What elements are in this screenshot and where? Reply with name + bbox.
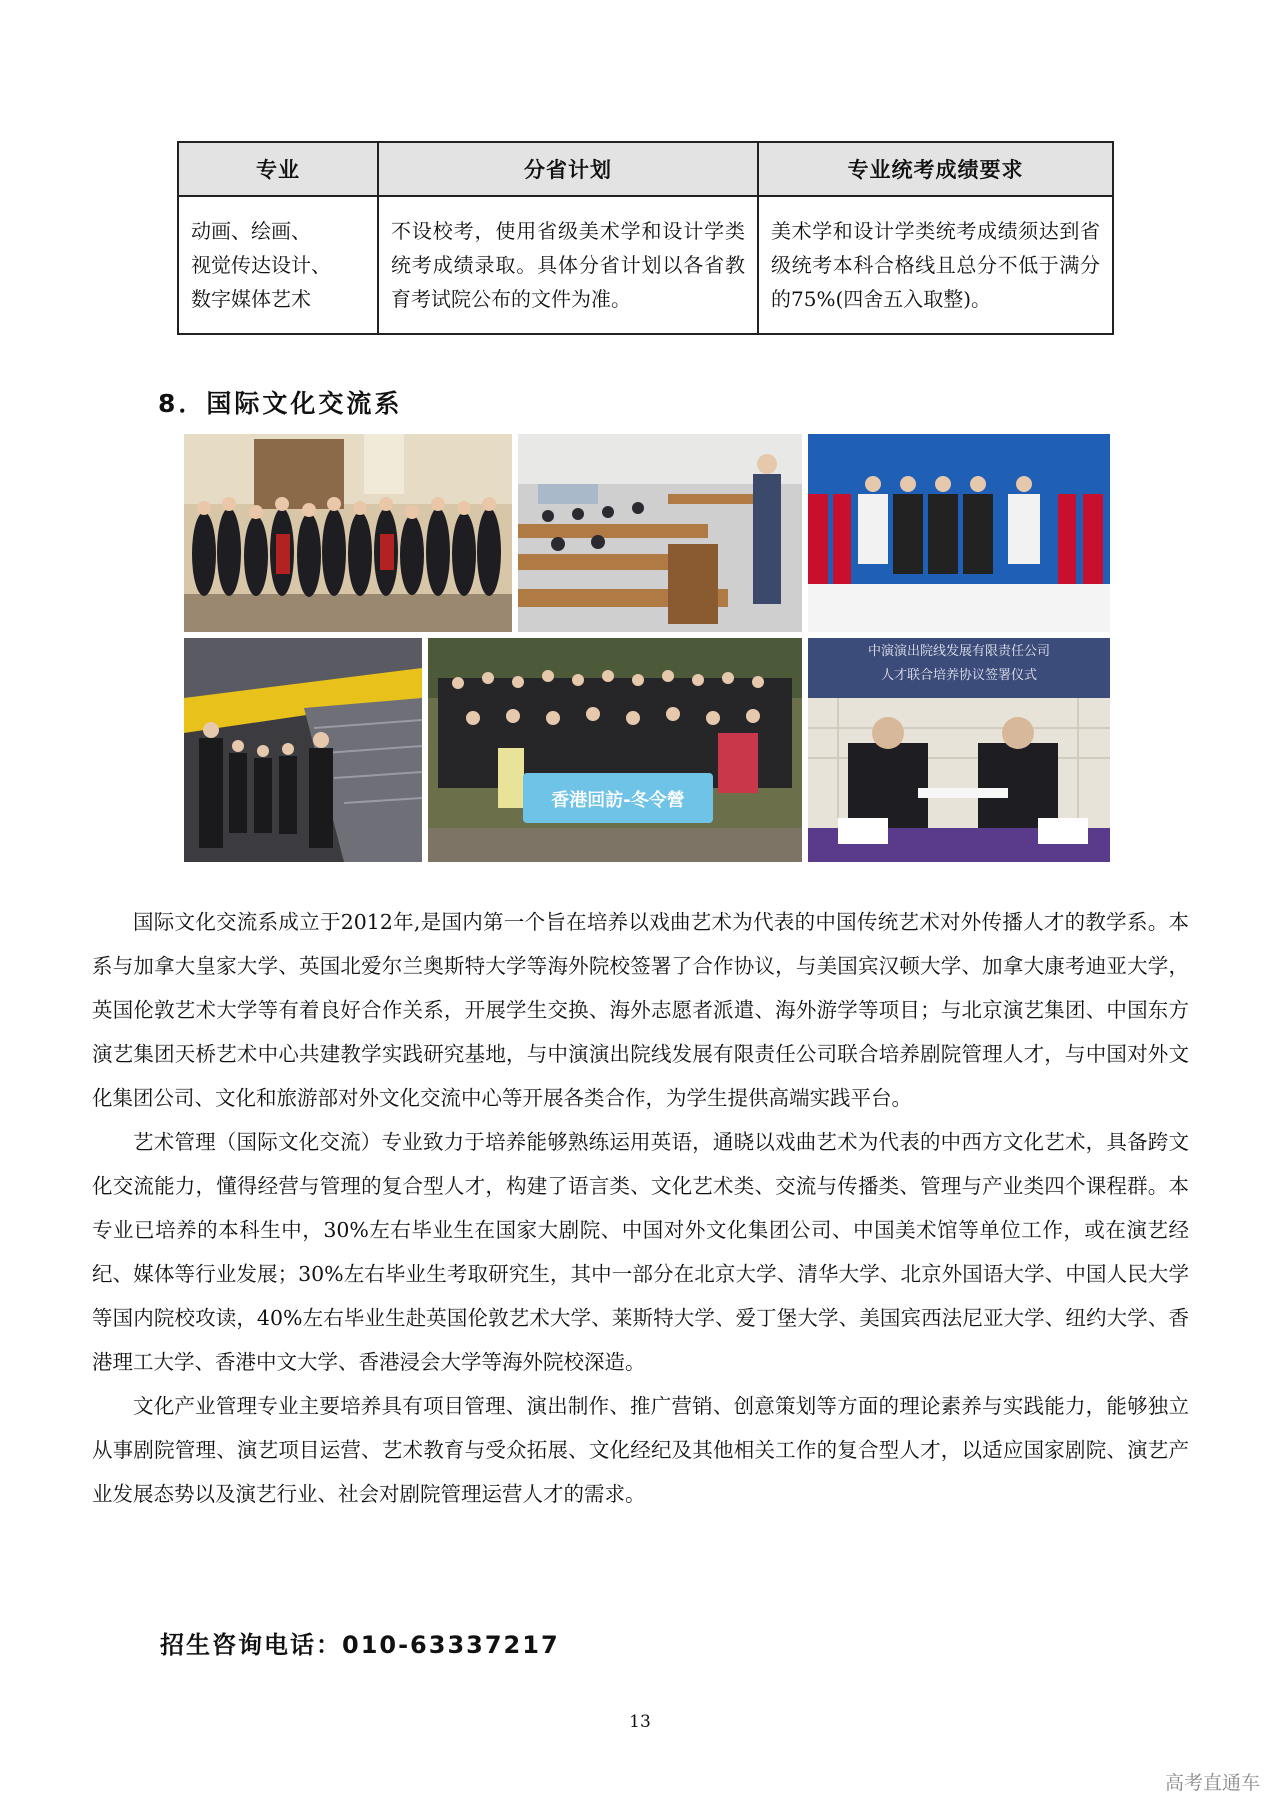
cell-plan: 不设校考，使用省级美术学和设计学类统考成绩录取。具体分省计划以各省教育考试院公布的文件为准。 [378, 196, 758, 334]
contact-phone: 招生咨询电话：010-63337217 [160, 1631, 560, 1659]
section-heading: 8．国际文化交流系 [158, 389, 403, 418]
photo-signing [808, 638, 1110, 862]
photo-ceremony [808, 434, 1110, 632]
requirements-table [177, 141, 1114, 335]
major-line: 视觉传达设计、 [191, 253, 331, 277]
header-requirement: 专业统考成绩要求 [758, 142, 1113, 196]
header-plan: 分省计划 [378, 142, 758, 196]
page-number: 13 [629, 1712, 651, 1732]
photo-arena [184, 638, 422, 862]
paragraph-arts-management: 艺术管理（国际文化交流）专业致力于培养能够熟练运用英语，通晓以戏曲艺术为代表的中西方文化艺术，具备跨文化交流能力，懂得经营与管理的复合型人才，构建了语言类、文化艺术类、交流与传播类、管理与产业类四个课程群。本专业已培养的本科生中，30%左右毕业生在国家大剧院、中国对外文化集团公司、中国美术馆等单位工作，或在演艺经纪、媒体等行业发展；30%左右毕业生考取研究生，其中一部分在北京大学、清华大学、北京外国语大学、中国人民大学等国内院校攻读，40%左右毕业生赴英国伦敦艺术大学、莱斯特大学、爱丁堡大学、美国宾西法尼亚大学、纽约大学、香港理工大学、香港中文大学、香港浸会大学等海外院校深造。 [92, 1130, 1189, 1374]
table-header-row [178, 142, 1113, 196]
header-major: 专业 [178, 142, 378, 196]
signing-caption-line2: 人才联合培养协议签署仪式 [880, 668, 1037, 683]
photo-banner-group [428, 638, 802, 862]
paragraph-cultural-industry: 文化产业管理专业主要培养具有项目管理、演出制作、推广营销、创意策划等方面的理论素养与实践能力，能够独立从事剧院管理、演艺项目运营、艺术教育与受众拓展、文化经纪及其他相关工作的复合型人才，以适应国家剧院、演艺产业发展态势以及演艺行业、社会对剧院管理运营人才的需求。 [92, 1394, 1189, 1506]
photo-group-hall [184, 434, 512, 632]
major-line: 数字媒体艺术 [191, 287, 311, 311]
signing-caption-line1: 中演演出院线发展有限责任公司 [867, 644, 1050, 659]
cell-majors [178, 196, 378, 334]
cell-requirement: 美术学和设计学类统考成绩须达到省级统考本科合格线且总分不低于满分的75%(四舍五入取整)。 [758, 196, 1113, 334]
banner-text: 香港回訪-冬令營 [551, 790, 685, 811]
table-row [178, 196, 1113, 334]
watermark: 高考直通车 [1164, 1772, 1260, 1794]
body-text [92, 900, 1189, 1516]
paragraph-intro: 国际文化交流系成立于2012年,是国内第一个旨在培养以戏曲艺术为代表的中国传统艺术对外传播人才的教学系。本系与加拿大皇家大学、英国北爱尔兰奥斯特大学等海外院校签署了合作协议，与美国宾汉顿大学、加拿大康考迪亚大学，英国伦敦艺术大学等有着良好合作关系，开展学生交换、海外志愿者派遣、海外游学等项目；与北京演艺集团、中国东方演艺集团天桥艺术中心共建教学实践研究基地，与中演演出院线发展有限责任公司联合培养剧院管理人才，与中国对外文化集团公司、文化和旅游部对外文化交流中心等开展各类合作，为学生提供高端实践平台。 [92, 910, 1189, 1110]
photo-classroom [518, 434, 802, 632]
major-line: 动画、绘画、 [191, 219, 311, 243]
